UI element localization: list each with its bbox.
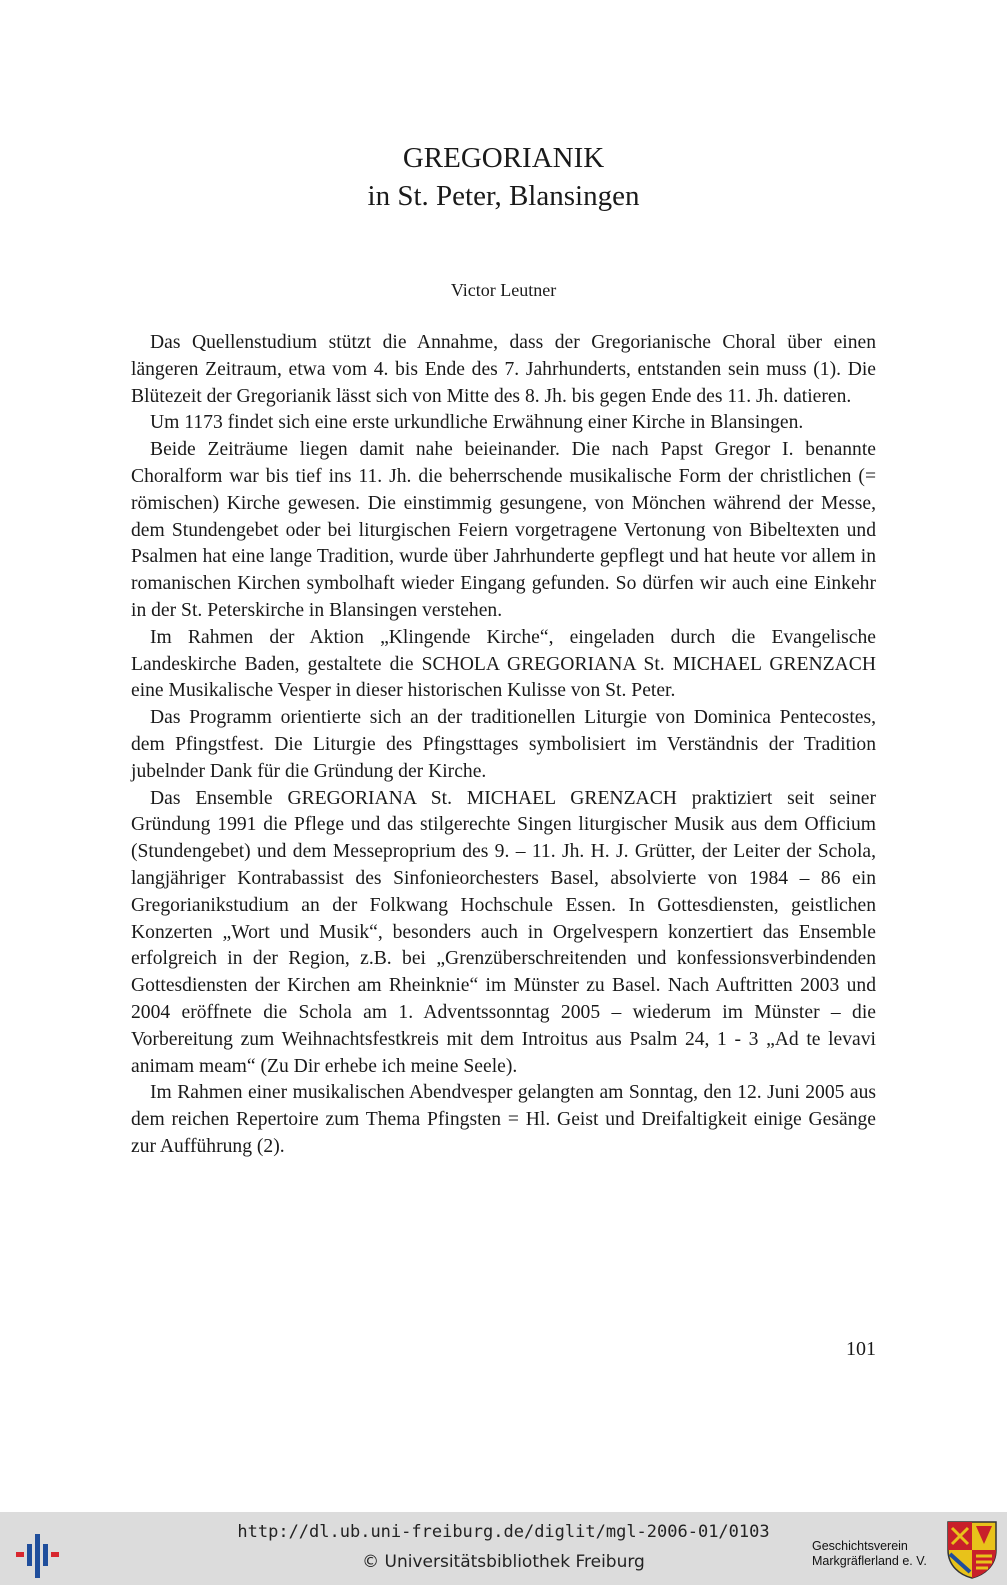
society-line-1: Geschichtsverein [812,1539,908,1553]
copyright-text: © Universitätsbibliothek Freiburg [362,1552,645,1572]
paragraph: Im Rahmen der Aktion „Klingende Kirche“, eingeladen durch die Evangelische Landeskirche Baden, gestaltete die SCHOLA GREGORIANA St. MICHAEL GRENZACH eine Musikalische Vesper in dieser historischen Kulisse von St. Peter. [131,626,876,702]
society-line-2: Markgräflerland e. V. [812,1554,927,1568]
paragraph: Im Rahmen einer musikalischen Abendvesper gelangten am Sonntag, den 12. Juni 2005 aus dem reichen Repertoire zum Thema Pfingsten = Hl. Geist und Dreifaltigkeit einige Gesänge zur Aufführung (2). [131,1082,876,1157]
document-url-link[interactable]: http://dl.ub.uni-freiburg.de/diglit/mgl-2006-01/0103 [237,1522,770,1542]
article-body [131,330,876,1161]
society-name [812,1539,942,1569]
author-name: Victor Leutner [450,280,557,300]
page-number: 101 [846,1338,876,1360]
paragraph: Das Quellenstudium stützt die Annahme, dass der Gregorianische Choral über einen längeren Zeitraum, etwa vom 4. bis Ende des 7. Jahrhunderts, entstanden sein muss (1). Die Blütezeit der Gregorianik lässt sich von Mitte des 8. Jh. bis gegen Ende des 11. Jh. datieren. [131,332,876,407]
paragraph: Um 1173 findet sich eine erste urkundliche Erwähnung einer Kirche in Blansingen. [150,412,804,434]
page-title: GREGORIANIK [402,142,605,174]
page-subtitle: in St. Peter, Blansingen [367,180,640,212]
coat-of-arms-icon[interactable] [946,1520,998,1580]
paragraph: Das Programm orientierte sich an der traditionellen Liturgie von Dominica Pentecostes, dem Pfingstfest. Die Liturgie des Pfingsttages symbolisiert im Verständnis der Tradition jubelnder Dank für die Gründung der Kirche. [131,707,876,782]
paragraph: Beide Zeiträume liegen damit nahe beieinander. Die nach Papst Gregor I. benannte Choralform war bis tief ins 11. Jh. die beherrschende musikalische Form der christlichen (= römischen) Kirche gewesen. Die einstimmig gesungene, von Mönchen während der Messe, dem Stundengebet oder bei liturgischen Feiern vorgetragene Vertonung von Bibeltexten und Psalmen hat eine lange Tradition, wurde über Jahrhunderte gepflegt und hat heute vor allem in romanischen Kirchen symbolhaft wieder Eingang gefunden. So dürfen wir auch eine Einkehr in der St. Peterskirche in Blansingen verstehen. [131,439,876,621]
paragraph: Das Ensemble GREGORIANA St. MICHAEL GRENZACH praktiziert seit seiner Gründung 1991 die Pflege und das stilgerechte Singen liturgischer Musik aus dem Officium (Stundengebet) und dem Messeproprium des 9. – 11. Jh. H. J. Grütter, der Leiter der Schola, langjähriger Kontrabassist des Sinfonieorchesters Basel, absolvierte von 1984 – 86 ein Gregorianikstudium an der Folkwang Hochschule Essen. In Gottesdiensten, geistlichen Konzerten „Wort und Musik“, besonders auch in Orgelvespern konzertiert das Ensemble erfolgreich in der Region, z.B. bei „Grenzüberschreitenden und konfessionsverbindenden Gottesdiensten der Kirchen am Rheinknie“ im Münster zu Basel. Nach Auftritten 2003 und 2004 eröffnete die Schola am 1. Adventssonntag 2005 – wiederum im Münster – die Vorbereitung zum Weihnachtsfestkreis mit dem Introitus aus Psalm 24, 1 - 3 „Ad te levavi animam meam“ (Zu Dir erhebe ich meine Seele). [131,787,876,1077]
footer-bar [0,1512,1007,1585]
